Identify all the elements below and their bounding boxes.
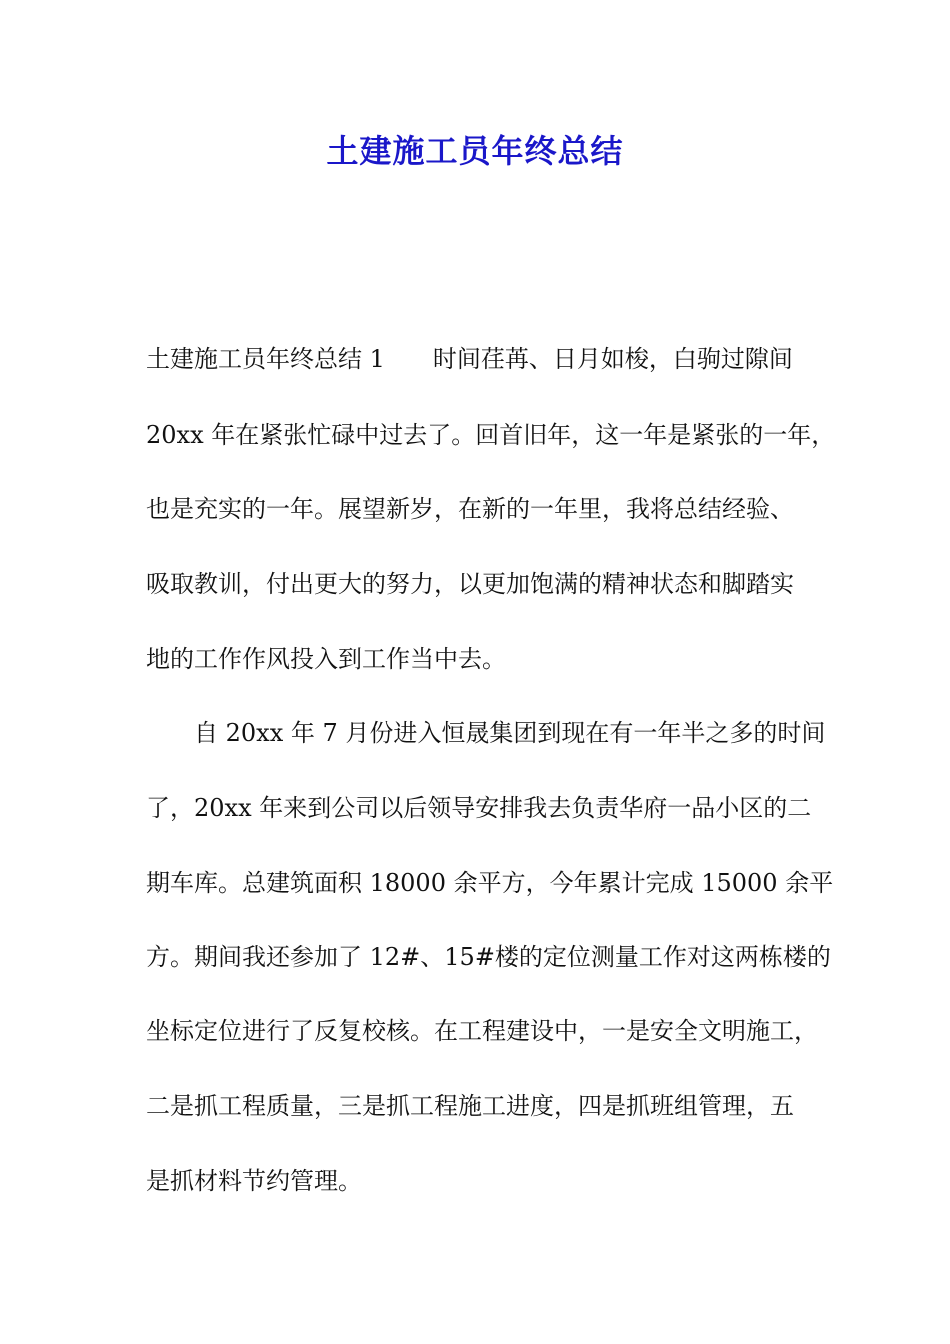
text-line-11: 二是抓工程质量，三是抓工程施工进度，四是抓班组管理，五 bbox=[146, 1092, 794, 1120]
text-line-5: 地的工作作风投入到工作当中去。 bbox=[146, 645, 506, 673]
section-heading: 土建施工员年终总结 1 bbox=[146, 345, 385, 373]
text-line-12: 是抓材料节约管理。 bbox=[146, 1167, 362, 1195]
text-line-10: 坐标定位进行了反复校核。在工程建设中，一是安全文明施工， bbox=[146, 1017, 818, 1045]
text-line-4: 吸取教训，付出更大的努力，以更加饱满的精神状态和脚踏实 bbox=[146, 570, 794, 598]
text-line-7: 了，20xx 年来到公司以后领导安排我去负责华府一品小区的二 bbox=[146, 794, 812, 822]
text-line-2: 20xx 年在紧张忙碌中过去了。回首旧年，这一年是紧张的一年， bbox=[146, 421, 836, 449]
line-text: 时间荏苒、日月如梭，白驹过隙间 bbox=[432, 345, 793, 373]
text-line-1 bbox=[146, 343, 836, 375]
text-line-6: 自 20xx 年 7 月份进入恒晟集团到现在有一年半之多的时间 bbox=[194, 719, 826, 747]
document-title: 土建施工员年终总结 bbox=[326, 132, 624, 170]
text-line-3: 也是充实的一年。展望新岁，在新的一年里，我将总结经验、 bbox=[146, 495, 794, 523]
text-line-9: 方。期间我还参加了 12#、15#楼的定位测量工作对这两栋楼的 bbox=[146, 943, 831, 971]
text-line-8: 期车库。总建筑面积 18000 余平方，今年累计完成 15000 余平 bbox=[146, 869, 834, 897]
